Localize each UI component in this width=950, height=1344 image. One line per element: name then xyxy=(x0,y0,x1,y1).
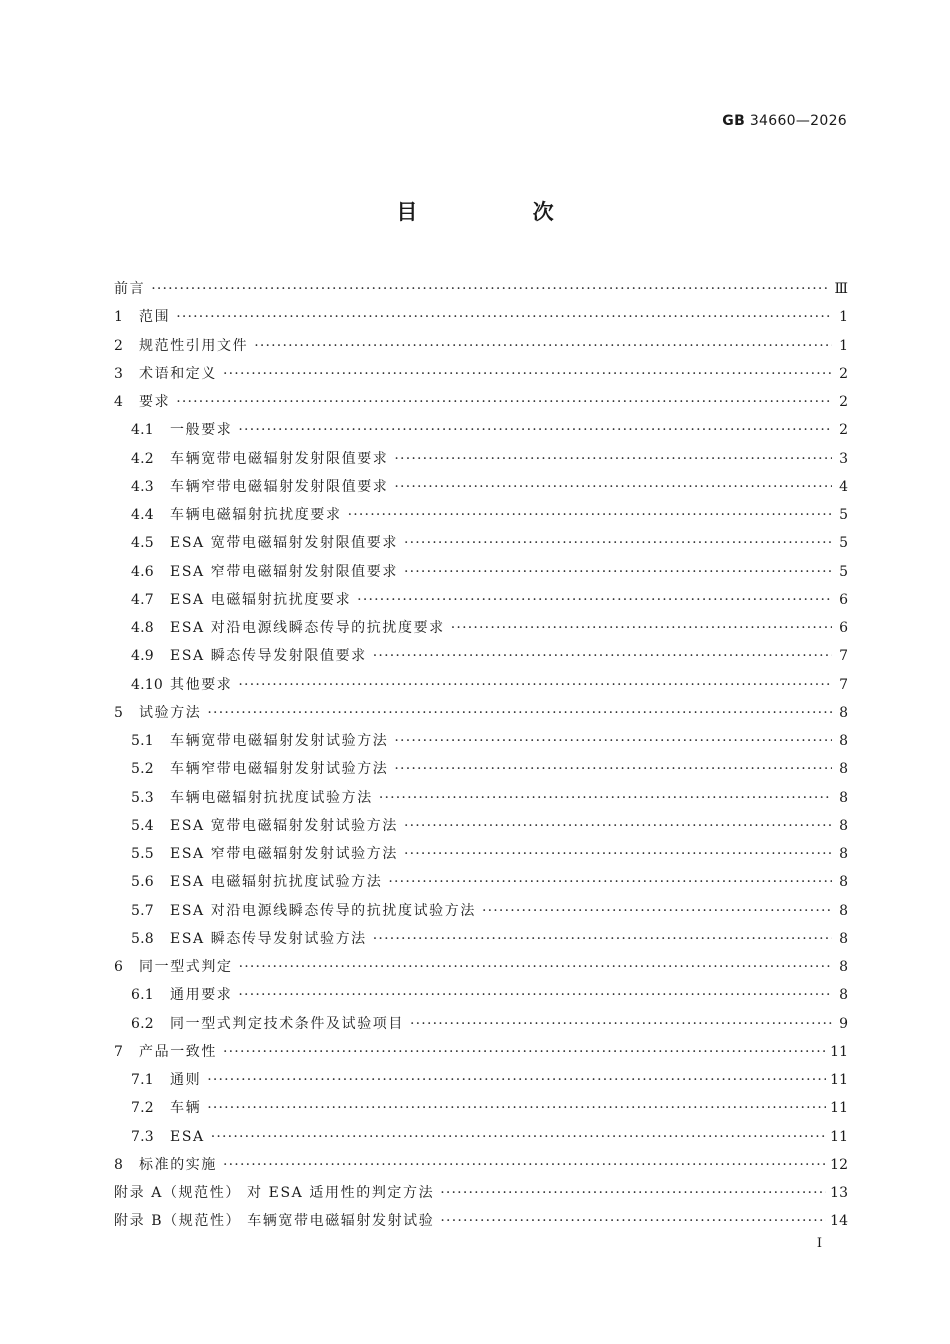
toc-entry[interactable] xyxy=(114,840,848,868)
toc-entry-page: 7 xyxy=(839,676,848,693)
toc-leader-dots xyxy=(451,614,832,642)
toc-entry-number: 5.2 xyxy=(131,761,154,778)
toc-entry[interactable] xyxy=(114,614,848,642)
toc-entry-label: ESA 宽带电磁辐射发射试验方法 xyxy=(170,817,398,834)
toc-entry-page: 8 xyxy=(839,959,848,975)
toc-entry-label: 附录 A（规范性） 对 ESA 适用性的判定方法 xyxy=(114,1185,435,1201)
toc-entry[interactable] xyxy=(114,332,848,360)
toc-entry-page: 8 xyxy=(839,987,848,1004)
toc-entry-page: 11 xyxy=(830,1100,848,1117)
toc-entry-page: 8 xyxy=(839,733,848,749)
toc-entry-label: ESA 宽带电磁辐射发射限值要求 xyxy=(170,535,398,552)
toc-entry-label: ESA 窄带电磁辐射发射试验方法 xyxy=(170,846,398,862)
toc-leader-dots xyxy=(404,812,832,840)
toc-entry-label: 要求 xyxy=(139,394,171,410)
toc-entry-number: 7.1 xyxy=(131,1072,154,1088)
toc-entry-number: 2 xyxy=(114,337,124,354)
toc-entry-number: 7.2 xyxy=(131,1100,154,1117)
toc-entry[interactable] xyxy=(114,1066,848,1094)
toc-entry-label: ESA 电磁辐射抗扰度要求 xyxy=(170,591,352,608)
toc-leader-dots xyxy=(404,840,832,868)
toc-entry-page: 8 xyxy=(839,789,848,806)
toc-entry-label: 一般要求 xyxy=(170,422,233,439)
toc-entry[interactable] xyxy=(114,812,848,840)
toc-entry-label: 车辆 xyxy=(170,1100,202,1117)
toc-entry-page: 9 xyxy=(839,1015,848,1032)
toc-leader-dots xyxy=(207,699,832,727)
toc-entry-number: 5.3 xyxy=(131,789,154,806)
toc-entry-page: 11 xyxy=(830,1043,848,1060)
toc-entry-number: 3 xyxy=(114,365,124,382)
toc-entry[interactable] xyxy=(114,1151,848,1179)
toc-entry-number: 4.3 xyxy=(131,478,154,495)
toc-entry[interactable] xyxy=(114,784,848,812)
toc-leader-dots xyxy=(348,501,832,529)
toc-entry-label: 范围 xyxy=(139,309,171,326)
toc-entry-label: 规范性引用文件 xyxy=(139,337,249,354)
toc-entry-number: 5.1 xyxy=(131,733,154,749)
toc-entry-page: 3 xyxy=(839,450,848,467)
toc-entry[interactable] xyxy=(114,868,848,896)
toc-leader-dots xyxy=(151,275,830,303)
toc-entry-page: 8 xyxy=(839,874,848,891)
toc-entry[interactable] xyxy=(114,473,848,501)
toc-entry-number: 7 xyxy=(114,1043,124,1060)
toc-entry[interactable] xyxy=(114,586,848,614)
toc-entry-number: 8 xyxy=(114,1156,124,1173)
toc-leader-dots xyxy=(357,586,832,614)
toc-entry-page: Ⅲ xyxy=(834,281,848,297)
toc-entry[interactable] xyxy=(114,416,848,444)
toc-entry-page: 5 xyxy=(839,563,848,580)
toc-leader-dots xyxy=(223,1038,826,1066)
toc-leader-dots xyxy=(404,529,832,557)
toc-entry[interactable] xyxy=(114,360,848,388)
toc-leader-dots xyxy=(211,1123,826,1151)
toc-leader-dots xyxy=(223,1151,826,1179)
toc-entry-label: 车辆宽带电磁辐射发射限值要求 xyxy=(170,450,389,467)
toc-entry-label: ESA 瞬态传导发射限值要求 xyxy=(170,648,367,665)
toc-entry-page: 2 xyxy=(839,394,848,410)
toc-entry-page: 1 xyxy=(839,337,848,354)
toc-entry[interactable] xyxy=(114,925,848,953)
toc-leader-dots xyxy=(373,925,832,953)
toc-entry-page: 11 xyxy=(830,1072,848,1088)
toc-entry-number: 5.6 xyxy=(131,874,154,891)
toc-entry-label: 通用要求 xyxy=(170,987,233,1004)
toc-entry-label: 车辆窄带电磁辐射发射试验方法 xyxy=(170,761,389,778)
toc-entry-number: 4.4 xyxy=(131,507,154,523)
toc-entry-number: 4.2 xyxy=(131,450,154,467)
toc-entry-label: 车辆窄带电磁辐射发射限值要求 xyxy=(170,478,389,495)
toc-entry-number: 4.7 xyxy=(131,591,154,608)
toc-entry[interactable] xyxy=(114,1094,848,1122)
toc-entry-number: 6.2 xyxy=(131,1015,154,1032)
toc-entry-page: 8 xyxy=(839,930,848,947)
toc-entry-label: 术语和定义 xyxy=(139,365,217,382)
toc-entry-number: 5.4 xyxy=(131,817,154,834)
toc-entry[interactable] xyxy=(114,558,848,586)
toc-entry-number: 7.3 xyxy=(131,1128,154,1145)
toc-entry-label: ESA 窄带电磁辐射发射限值要求 xyxy=(170,563,398,580)
toc-entry-page: 12 xyxy=(830,1156,848,1173)
toc-entry[interactable] xyxy=(114,699,848,727)
toc-entry[interactable] xyxy=(114,1207,848,1235)
toc-entry[interactable] xyxy=(114,1123,848,1151)
toc-entry-label: 标准的实施 xyxy=(139,1156,217,1173)
toc-entry[interactable] xyxy=(114,1038,848,1066)
toc-entry[interactable] xyxy=(114,303,848,331)
toc-leader-dots xyxy=(440,1179,826,1207)
toc-entry-page: 8 xyxy=(839,761,848,778)
toc-leader-dots xyxy=(239,953,832,981)
toc-entry-number: 4.10 xyxy=(131,676,163,693)
toc-leader-dots xyxy=(440,1207,826,1235)
toc-entry-page: 8 xyxy=(839,704,848,721)
toc-leader-dots xyxy=(404,558,832,586)
toc-entry-label: 产品一致性 xyxy=(139,1043,217,1060)
toc-entry-label: 附录 B（规范性） 车辆宽带电磁辐射发射试验 xyxy=(114,1213,435,1230)
toc-leader-dots xyxy=(176,388,832,416)
toc-entry[interactable] xyxy=(114,755,848,783)
toc-entry[interactable] xyxy=(114,388,848,416)
toc-entry-page: 8 xyxy=(839,902,848,919)
toc-entry[interactable] xyxy=(114,953,848,981)
toc-entry-label: 试验方法 xyxy=(139,704,202,721)
toc-entry[interactable] xyxy=(114,981,848,1009)
toc-entry-page: 13 xyxy=(830,1185,848,1201)
toc-entry-page: 2 xyxy=(839,365,848,382)
toc-entry[interactable] xyxy=(114,1010,848,1038)
toc-leader-dots xyxy=(238,416,832,444)
toc-entry-page: 8 xyxy=(839,817,848,834)
toc-leader-dots xyxy=(394,473,832,501)
toc-entry[interactable] xyxy=(114,671,848,699)
toc-entry-label: ESA 瞬态传导发射试验方法 xyxy=(170,930,367,947)
toc-leader-dots xyxy=(482,897,832,925)
toc-entry-label: 车辆电磁辐射抗扰度要求 xyxy=(170,507,342,523)
toc-leader-dots xyxy=(238,671,832,699)
toc-entry-page: 6 xyxy=(839,620,848,636)
toc-entry-label: 同一型式判定 xyxy=(139,959,233,975)
toc-leader-dots xyxy=(379,784,832,812)
toc-leader-dots xyxy=(254,332,832,360)
toc-entry[interactable] xyxy=(114,727,848,755)
toc-entry-number: 6.1 xyxy=(131,987,154,1004)
toc-leader-dots xyxy=(238,981,832,1009)
toc-entry-page: 2 xyxy=(839,422,848,439)
toc-entry-page: 8 xyxy=(839,846,848,862)
toc-entry-label: ESA 对沿电源线瞬态传导的抗扰度要求 xyxy=(170,620,445,636)
toc-leader-dots xyxy=(388,868,832,896)
toc-entry-number: 5.7 xyxy=(131,902,154,919)
toc-entry-label: ESA 对沿电源线瞬态传导的抗扰度试验方法 xyxy=(170,902,476,919)
toc-entry-page: 6 xyxy=(839,591,848,608)
toc-leader-dots xyxy=(373,642,832,670)
standard-code xyxy=(722,113,847,129)
toc-entry-label: 前言 xyxy=(114,281,146,297)
toc-leader-dots xyxy=(410,1010,832,1038)
toc-entry-number: 5 xyxy=(114,704,124,721)
toc-entry[interactable] xyxy=(114,1179,848,1207)
toc-entry[interactable] xyxy=(114,642,848,670)
toc-entry-page: 5 xyxy=(839,507,848,523)
toc-entry-number: 5.5 xyxy=(131,846,154,862)
toc-entry[interactable] xyxy=(114,529,848,557)
toc-entry-label: 其他要求 xyxy=(170,676,233,693)
toc-entry[interactable] xyxy=(114,275,848,303)
toc-entry-number: 5.8 xyxy=(131,930,154,947)
toc-entry-number: 4.8 xyxy=(131,620,154,636)
toc-leader-dots xyxy=(394,755,832,783)
toc-entry-number: 4.6 xyxy=(131,563,154,580)
toc-entry-page: 7 xyxy=(839,648,848,665)
toc-entry-page: 11 xyxy=(830,1128,848,1145)
toc-entry-page: 5 xyxy=(839,535,848,552)
toc-entry-page: 14 xyxy=(830,1213,848,1230)
toc-entry[interactable] xyxy=(114,445,848,473)
toc-entry-page: 4 xyxy=(839,478,848,495)
toc-leader-dots xyxy=(176,303,832,331)
toc-entry-label: 通则 xyxy=(170,1072,202,1088)
standard-prefix: GB xyxy=(722,113,746,129)
toc-entry-number: 1 xyxy=(114,309,124,326)
toc-entry-number: 4.9 xyxy=(131,648,154,665)
toc-entry-number: 4.1 xyxy=(131,422,154,439)
toc-entry[interactable] xyxy=(114,897,848,925)
toc-entry-number: 4.5 xyxy=(131,535,154,552)
toc-entry-page: 1 xyxy=(839,309,848,326)
standard-number: 34660—2026 xyxy=(749,113,847,129)
toc-entry[interactable] xyxy=(114,501,848,529)
toc-leader-dots xyxy=(223,360,832,388)
toc-entry-number: 4 xyxy=(114,394,124,410)
page-title: 目 次 xyxy=(396,200,608,224)
toc-entry-label: 车辆宽带电磁辐射发射试验方法 xyxy=(170,733,389,749)
toc-entry-label: ESA 电磁辐射抗扰度试验方法 xyxy=(170,874,383,891)
toc-entry-number: 6 xyxy=(114,959,124,975)
toc-leader-dots xyxy=(394,727,832,755)
toc-leader-dots xyxy=(394,445,832,473)
toc-entry-label: 同一型式判定技术条件及试验项目 xyxy=(170,1015,404,1032)
page-number: I xyxy=(816,1236,822,1251)
table-of-contents xyxy=(114,275,848,1236)
toc-entry-label: ESA xyxy=(170,1128,205,1145)
toc-leader-dots xyxy=(207,1094,826,1122)
toc-entry-label: 车辆电磁辐射抗扰度试验方法 xyxy=(170,789,373,806)
toc-leader-dots xyxy=(207,1066,826,1094)
